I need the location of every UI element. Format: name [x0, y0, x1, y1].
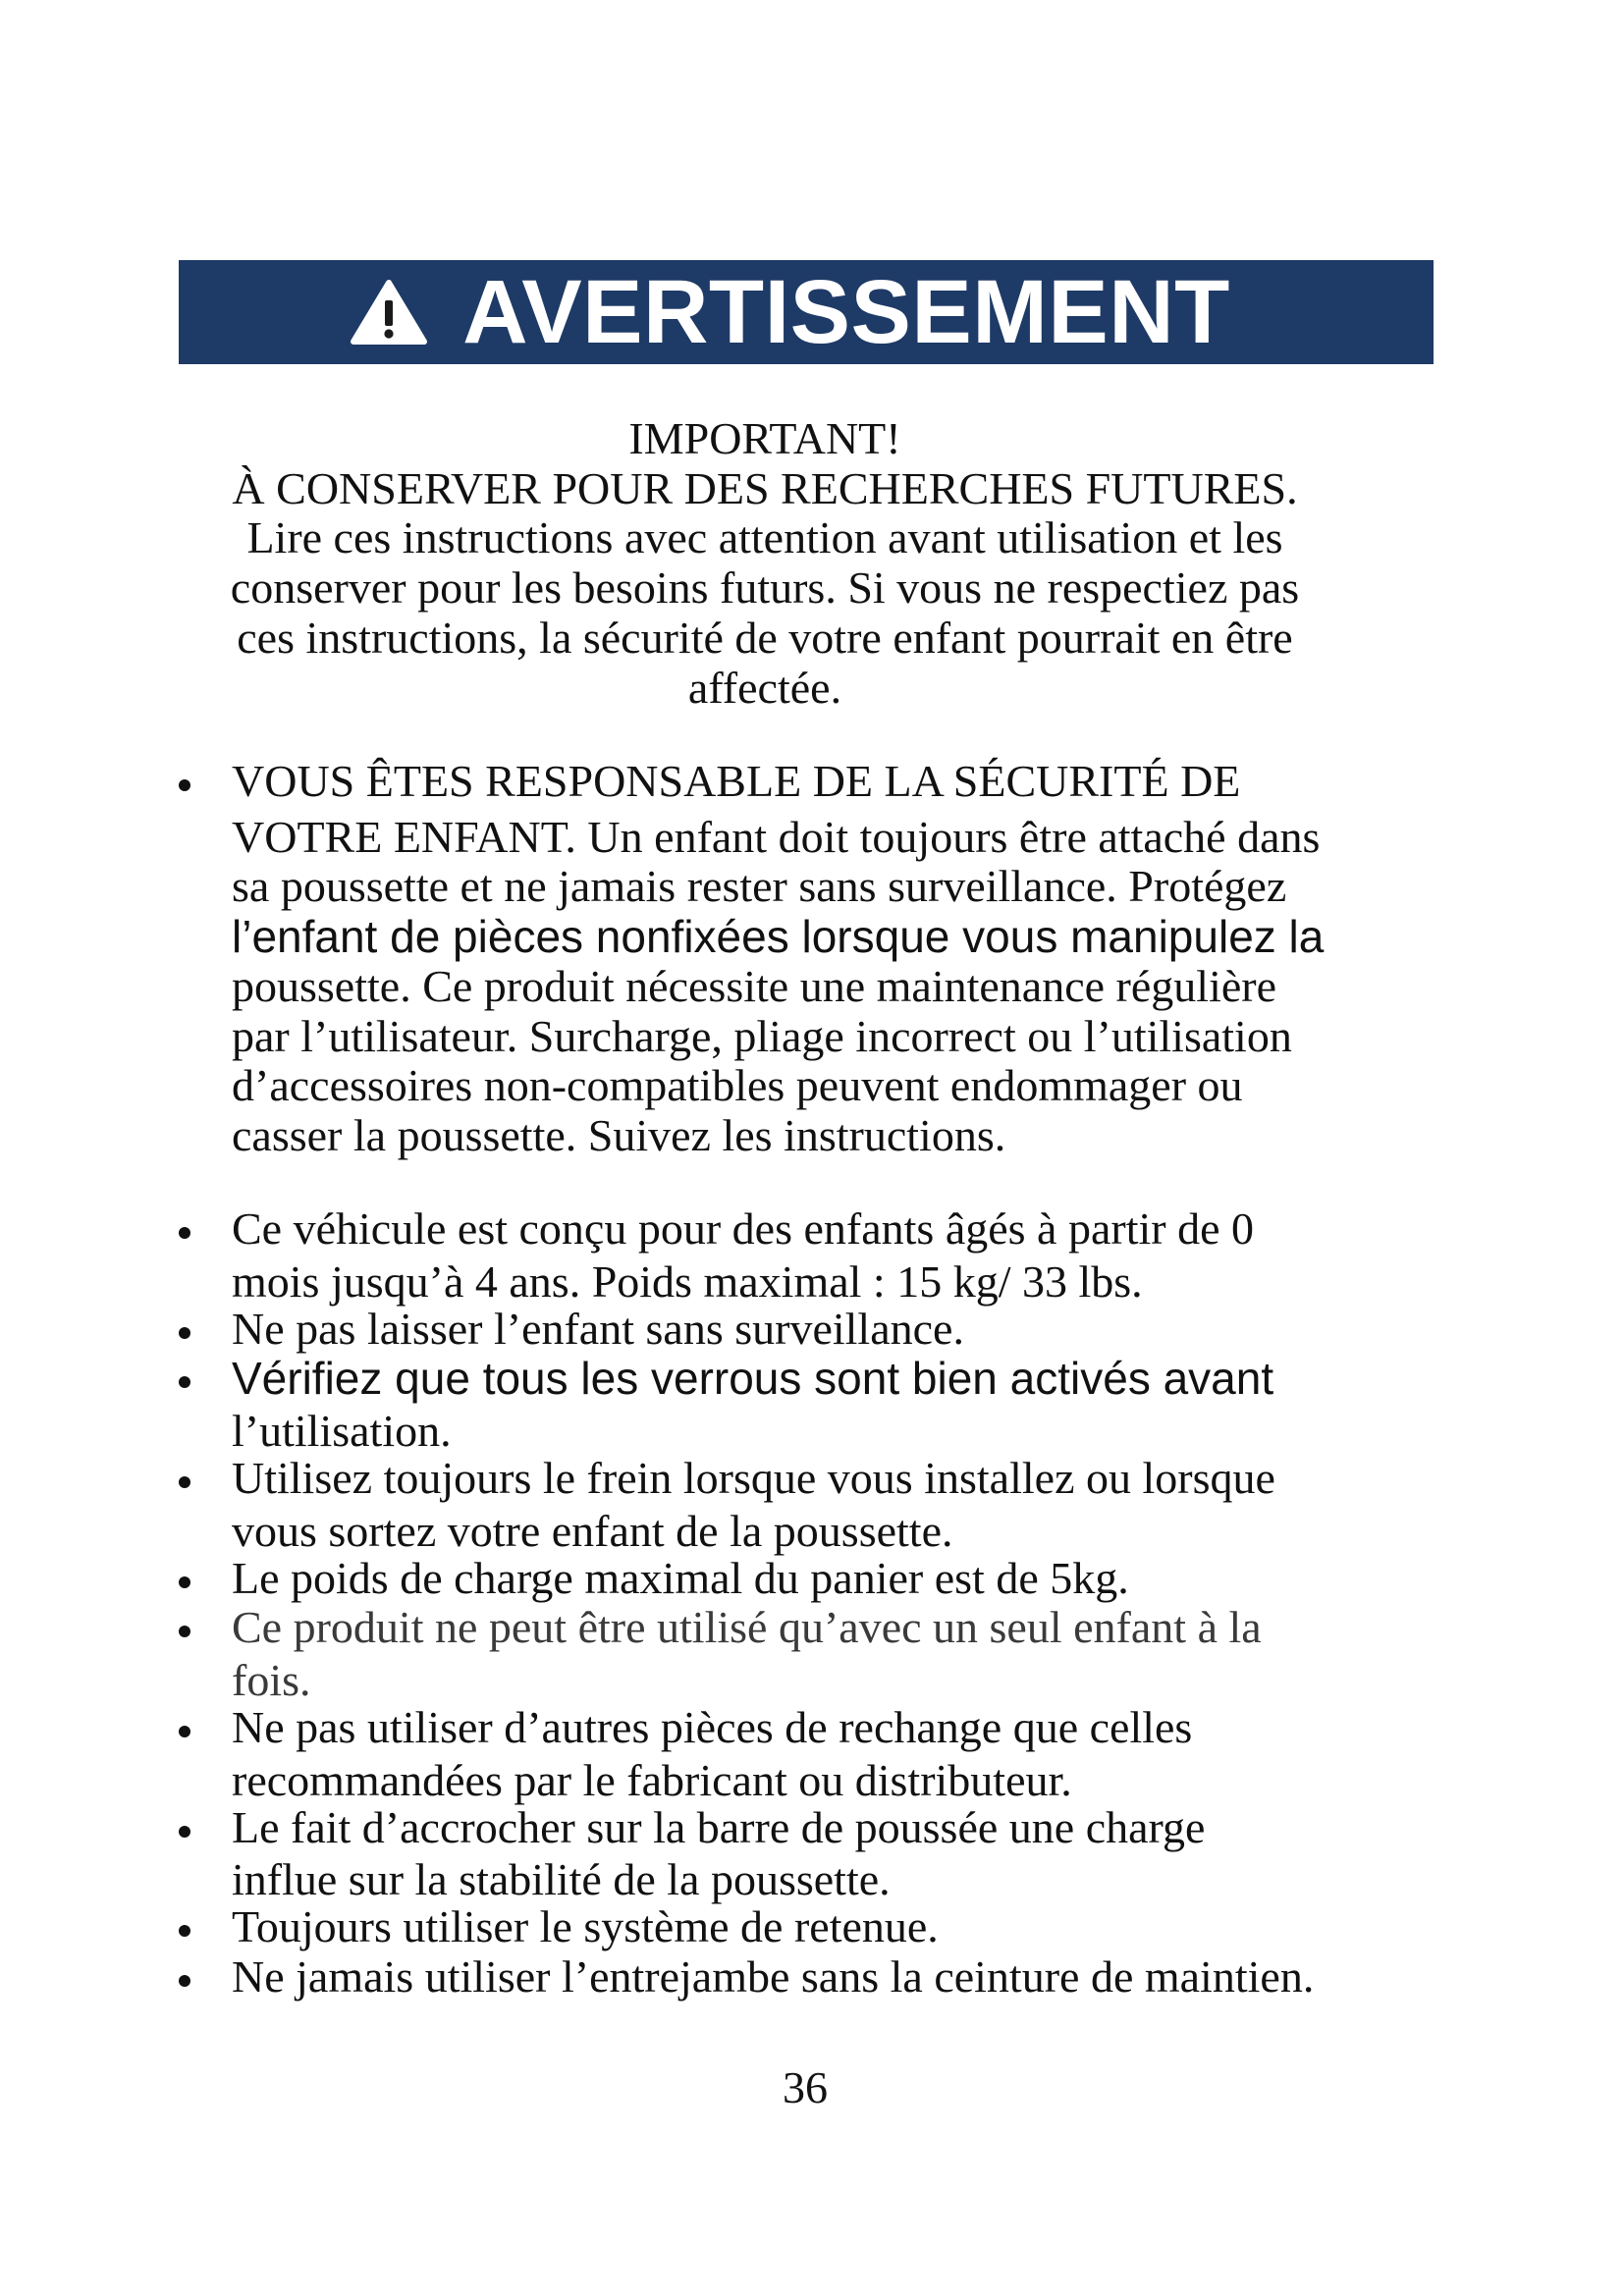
item-text-line: Utilisez toujours le frein lorsque vous installez ou lorsque: [232, 1452, 1275, 1503]
bullet-icon: [179, 1626, 190, 1637]
intro-heading: IMPORTANT!: [628, 413, 901, 463]
list-item: [0, 1204, 1571, 1305]
item-text-line: Ne pas laisser l’enfant sans surveillance.: [232, 1303, 964, 1354]
item-text-line: Ce produit ne peut être utilisé qu’avec un seul enfant à la: [232, 1602, 1262, 1653]
item-text-line: fois.: [232, 1655, 311, 1706]
list-item: [0, 1803, 1571, 1903]
intro-text-line: ces instructions, la sécurité de votre enfant pourrait en être: [237, 612, 1293, 663]
item-text-line: Le poids de charge maximal du panier est de 5kg.: [232, 1552, 1129, 1603]
bullet-icon: [179, 1975, 190, 1987]
list-item: [0, 1602, 1571, 1706]
list-item: [0, 1305, 1571, 1355]
item-text-line: Le fait d’accrocher sur la barre de poussée une charge: [232, 1801, 1206, 1852]
item-text-line: mois jusqu’à 4 ans. Poids maximal : 15 kg/ 33 lbs.: [232, 1255, 1143, 1307]
item-text-line: Ce véhicule est conçu pour des enfants âgés à partir de 0: [232, 1203, 1254, 1254]
list-item: [0, 1353, 1571, 1457]
warnings-list: [0, 1204, 1571, 2002]
list-item: [0, 1703, 1571, 1803]
responsibility-list: [0, 757, 1571, 1161]
intro-subheading: À CONSERVER POUR DES RECHERCHES FUTURES.: [232, 462, 1298, 513]
bullet-icon: [179, 1327, 190, 1339]
item-text-line: recommandées par le fabricant ou distributeur.: [232, 1754, 1072, 1805]
item-text-line: Toujours utiliser le système de retenue.: [232, 1901, 939, 1952]
item-text-line: Vérifiez que tous les verrous sont bien activés avant: [232, 1353, 1274, 1405]
list-item: [0, 1902, 1571, 1952]
item-text-line: poussette. Ce produit nécessite une maintenance régulière: [232, 960, 1276, 1011]
intro-text-line: conserver pour les besoins futurs. Si vous ne respectiez pas: [230, 562, 1300, 614]
item-text-line: l’utilisation.: [232, 1406, 452, 1457]
item-text-line: d’accessoires non-compatibles peuvent endommager ou: [232, 1060, 1243, 1111]
bullet-icon: [179, 1726, 190, 1737]
page-number: 36: [783, 2062, 828, 2112]
item-text-line: Ne pas utiliser d’autres pièces de rechange que celles: [232, 1701, 1193, 1752]
item-text-line: vous sortez votre enfant de la poussette.: [232, 1505, 953, 1556]
bullet-icon: [179, 1826, 190, 1838]
intro-text-line: affectée.: [687, 662, 842, 713]
list-item: [0, 1554, 1571, 1604]
item-text-line: VOTRE ENFANT. Un enfant doit toujours être attaché dans: [232, 811, 1321, 862]
item-text-line: Ne jamais utiliser l’entrejambe sans la ceinture de maintien.: [232, 1950, 1315, 2002]
bullet-icon: [179, 1576, 190, 1588]
item-text-line: par l’utilisateur. Surcharge, pliage incorrect ou l’utilisation: [232, 1010, 1292, 1061]
item-text-line: sa poussette et ne jamais rester sans surveillance. Protégez: [232, 861, 1287, 912]
warning-banner: [179, 260, 1434, 364]
intro-notice: [179, 414, 1351, 713]
list-item: [0, 757, 1571, 1161]
banner-title: AVERTISSEMENT: [462, 262, 1230, 362]
item-text-line: VOUS ÊTES RESPONSABLE DE LA SÉCURITÉ DE: [232, 756, 1241, 806]
item-text-line: influe sur la stabilité de la poussette.: [232, 1854, 891, 1905]
bullet-icon: [179, 1925, 190, 1937]
list-item: [0, 1952, 1571, 2002]
warning-triangle-icon: [349, 278, 429, 347]
bullet-icon: [179, 1227, 190, 1239]
bullet-icon: [179, 1476, 190, 1488]
bullet-icon: [179, 1376, 190, 1388]
intro-text-line: Lire ces instructions avec attention avant utilisation et les: [246, 512, 1283, 563]
item-text-line: l’enfant de pièces nonfixées lorsque vous manipulez la: [232, 911, 1325, 963]
list-item: [0, 1454, 1571, 1554]
bullet-icon: [179, 779, 190, 791]
item-text-line: casser la poussette. Suivez les instructions.: [232, 1109, 1006, 1160]
